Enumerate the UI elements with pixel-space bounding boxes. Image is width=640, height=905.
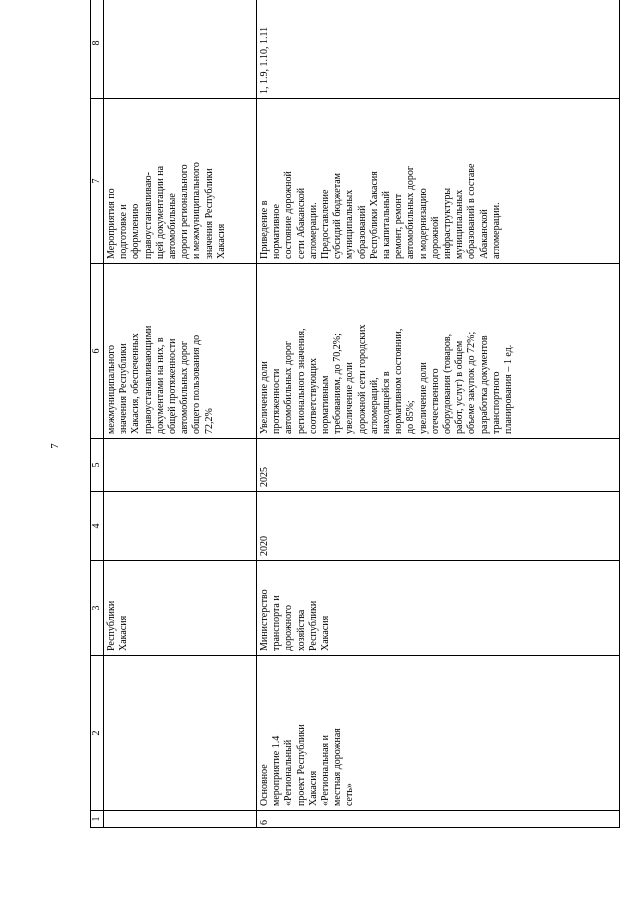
cell-main-directions: Приведение в нормативное состояние дорожной сети Абаканской агломерации. Предоставление субсидий бюджетам муниципальных образований Республики Хакасия на капитальный ремонт, ремонт автомобильных дорог и модернизацию дорожной инфраструктуры муниципальных образований в составе Абаканской агломерации. — [257, 99, 620, 264]
cell-start-year: 2020 — [257, 492, 620, 561]
header-col-2: 2 — [91, 656, 104, 811]
cell-end-year — [104, 439, 257, 492]
activities-table — [90, 0, 620, 828]
header-col-1: 1 — [91, 811, 104, 828]
header-col-6: 6 — [91, 264, 104, 439]
header-col-8: 8 — [91, 0, 104, 99]
header-col-7: 7 — [91, 99, 104, 264]
cell-number: 6 — [257, 811, 620, 828]
cell-indicators: 1, 1.9, 1.10, 1.11 — [257, 0, 620, 99]
table-row — [257, 0, 620, 828]
cell-indicators — [104, 0, 257, 99]
cell-executor: Министерство транспорта и дорожного хозяйства Республики Хакасия — [257, 561, 620, 656]
cell-activity — [104, 656, 257, 811]
page-number: 7 — [48, 443, 61, 449]
cell-number — [104, 811, 257, 828]
cell-end-year: 2025 — [257, 439, 620, 492]
table-header-row — [91, 0, 104, 828]
header-col-5: 5 — [91, 439, 104, 492]
header-col-4: 4 — [91, 492, 104, 561]
cell-executor: Республики Хакасия — [104, 561, 257, 656]
header-col-3: 3 — [91, 561, 104, 656]
cell-main-directions: Мероприятия по подготовке и оформлению правоустанавливаю- щей документации на автомобильные дороги регионального и межмуниципального значения Республики Хакасия — [104, 99, 257, 264]
table-row — [104, 0, 257, 828]
rotated-table — [90, 28, 616, 828]
cell-activity: Основное мероприятие 1.4 «Региональный проект Республики Хакасия «Региональная и местная дорожная сеть» — [257, 656, 620, 811]
cell-expected-result: межмуниципального значения Республики Хакасия, обеспеченных правоустанавливающими документами на них, в общей протяженности автомобильных дорог общего пользования до 72,2% — [104, 264, 257, 439]
cell-start-year — [104, 492, 257, 561]
rotated-table-container — [90, 28, 616, 828]
cell-expected-result: Увеличение доли протяженности автомобильных дорог регионального значения, соответствующих нормативным требованиям, до 70,2%; увеличение доли дорожной сети городских агломераций, находящейся в нормативном состоянии, до 85%; увеличение доли отечественного оборудования (товаров, работ, услуг) в общем объеме закупок до 72%; разработка документов транспортного планирования – 1 ед. — [257, 264, 620, 439]
